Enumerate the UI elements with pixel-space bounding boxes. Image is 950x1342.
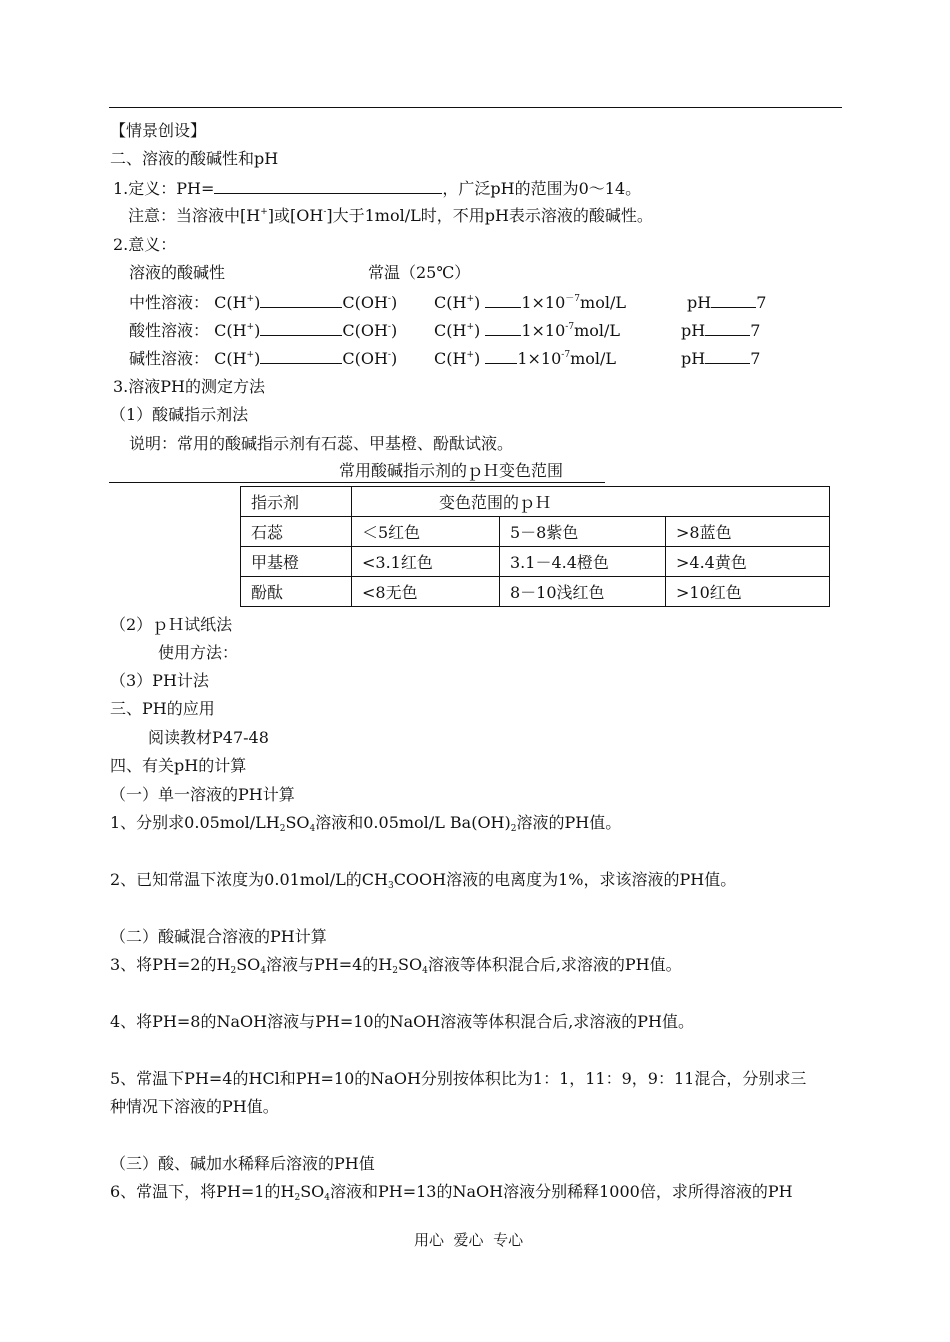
blank-neutral-ph[interactable] bbox=[711, 292, 756, 308]
subsection-1: （一）单一溶液的PH计算 bbox=[110, 785, 295, 804]
table-cell: 甲基橙 bbox=[241, 547, 352, 577]
section3-text: 阅读教材P47-48 bbox=[148, 728, 269, 747]
acidic-ph: pH 7 bbox=[681, 321, 761, 340]
table-header-range: 变色范围的ｐＨ bbox=[352, 487, 830, 517]
method-1: （1）酸碱指示剂法 bbox=[110, 405, 249, 424]
question-6: 6、常温下，将PH=1的$H_2SO_4$溶液和PH=13的NaOH溶液分别稀释1000倍，求所得溶液的PH bbox=[110, 1182, 793, 1203]
question-1: 1、分别求$0.05mol/LH_2SO_4$溶液和0.05mol/L $Ba(OH)_2$溶液的PH值。 bbox=[110, 813, 622, 834]
table-cell: <3.1红色 bbox=[352, 547, 500, 577]
blank-basic-2[interactable] bbox=[485, 348, 517, 364]
basic-row-right: C(H+) $1\times 10^{-7}mol/L$ bbox=[434, 349, 616, 368]
blank-definition[interactable] bbox=[214, 178, 442, 194]
question-5-line1: 5、常温下PH=4的HCl和PH=10的NaOH分别按体积比为1：1，11：9，9：11混合，分别求三 bbox=[110, 1069, 807, 1088]
method-2-desc: 使用方法： bbox=[158, 643, 239, 662]
indicator-table bbox=[240, 486, 830, 607]
table-cell: 酚酞 bbox=[241, 577, 352, 607]
table-cell: ＜5红色 bbox=[352, 517, 500, 547]
table-cell: >4.4黄色 bbox=[666, 547, 830, 577]
table-caption: 常用酸碱指示剂的ｐＨ变色范围 bbox=[339, 461, 564, 480]
measure-title: 3.溶液PH的测定方法 bbox=[113, 377, 265, 396]
subsection-3: （三）酸、碱加水稀释后溶液的PH值 bbox=[110, 1154, 375, 1173]
table-row bbox=[241, 547, 830, 577]
question-5-line2: 种情况下溶液的PH值。 bbox=[110, 1097, 279, 1116]
table-row bbox=[241, 577, 830, 607]
meaning-header-col1: 溶液的酸碱性 bbox=[129, 263, 226, 282]
method-2: （2）ｐＨ试纸法 bbox=[110, 615, 233, 634]
scenario-heading: 【情景创设】 bbox=[110, 121, 207, 140]
neutral-row: 中性溶液： C(H+) C(OH-) bbox=[129, 293, 398, 312]
neutral-ph: pH 7 bbox=[687, 293, 767, 312]
method-1-desc: 说明：常用的酸碱指示剂有石蕊、甲基橙、酚酞试液。 bbox=[129, 434, 514, 453]
section3-title: 三、PH的应用 bbox=[110, 699, 215, 718]
acidic-row: 酸性溶液： C(H+) C(OH-) bbox=[129, 321, 398, 340]
definition-line: 1.定义：PH= ，广泛pH的范围为0～14。 bbox=[113, 179, 642, 198]
table-header-row bbox=[241, 487, 830, 517]
table-cell: 5－8紫色 bbox=[500, 517, 666, 547]
table-cell: 3.1－4.4橙色 bbox=[500, 547, 666, 577]
blank-basic-1[interactable] bbox=[260, 348, 342, 364]
caption-rule bbox=[109, 482, 605, 483]
blank-neutral-2[interactable] bbox=[485, 292, 521, 308]
table-cell: <8无色 bbox=[352, 577, 500, 607]
section4-title: 四、有关pH的计算 bbox=[110, 756, 247, 775]
acidic-row-right: C(H+) $1\times 10^{-7}mol/L$ bbox=[434, 321, 620, 340]
table-header-indicator: 指示剂 bbox=[241, 487, 352, 517]
table-row bbox=[241, 517, 830, 547]
blank-acidic-1[interactable] bbox=[260, 320, 342, 336]
note-line: 注意：当溶液中[H+]或[OH-]大于1mol/L时，不用pH表示溶液的酸碱性。 bbox=[128, 206, 653, 225]
meaning-title: 2.意义： bbox=[113, 235, 177, 254]
question-3: 3、将PH=2的$H_2SO_4$溶液与PH=4的$H_2SO_4$溶液等体积混合后,求溶液的PH值。 bbox=[110, 955, 682, 976]
question-2: 2、已知常温下浓度为0.01mol/L的$CH_3COOH$溶液的电离度为1%，求该溶液的PH值。 bbox=[110, 870, 737, 891]
table-cell: 石蕊 bbox=[241, 517, 352, 547]
blank-acidic-ph[interactable] bbox=[705, 320, 750, 336]
table-cell: 8－10浅红色 bbox=[500, 577, 666, 607]
method-3: （3）PH计法 bbox=[110, 671, 209, 690]
blank-neutral-1[interactable] bbox=[260, 292, 342, 308]
subsection-2: （二）酸碱混合溶液的PH计算 bbox=[110, 927, 327, 946]
section2-title: 二、溶液的酸碱性和pH bbox=[110, 149, 279, 168]
meaning-header-col2: 常温（25℃） bbox=[368, 263, 471, 282]
blank-acidic-2[interactable] bbox=[485, 320, 521, 336]
blank-basic-ph[interactable] bbox=[705, 348, 750, 364]
top-rule bbox=[109, 107, 842, 108]
basic-row: 碱性溶液： C(H+) C(OH-) bbox=[129, 349, 398, 368]
basic-ph: pH 7 bbox=[681, 349, 761, 368]
question-4: 4、将PH=8的NaOH溶液与PH=10的NaOH溶液等体积混合后,求溶液的PH值。 bbox=[110, 1012, 694, 1031]
table-cell: >8蓝色 bbox=[666, 517, 830, 547]
page-footer: 用心 爱心 专心 bbox=[414, 1231, 524, 1249]
neutral-row-right: C(H+) $1\times 10^{-7}mol/L$ bbox=[434, 293, 626, 312]
table-cell: >10红色 bbox=[666, 577, 830, 607]
